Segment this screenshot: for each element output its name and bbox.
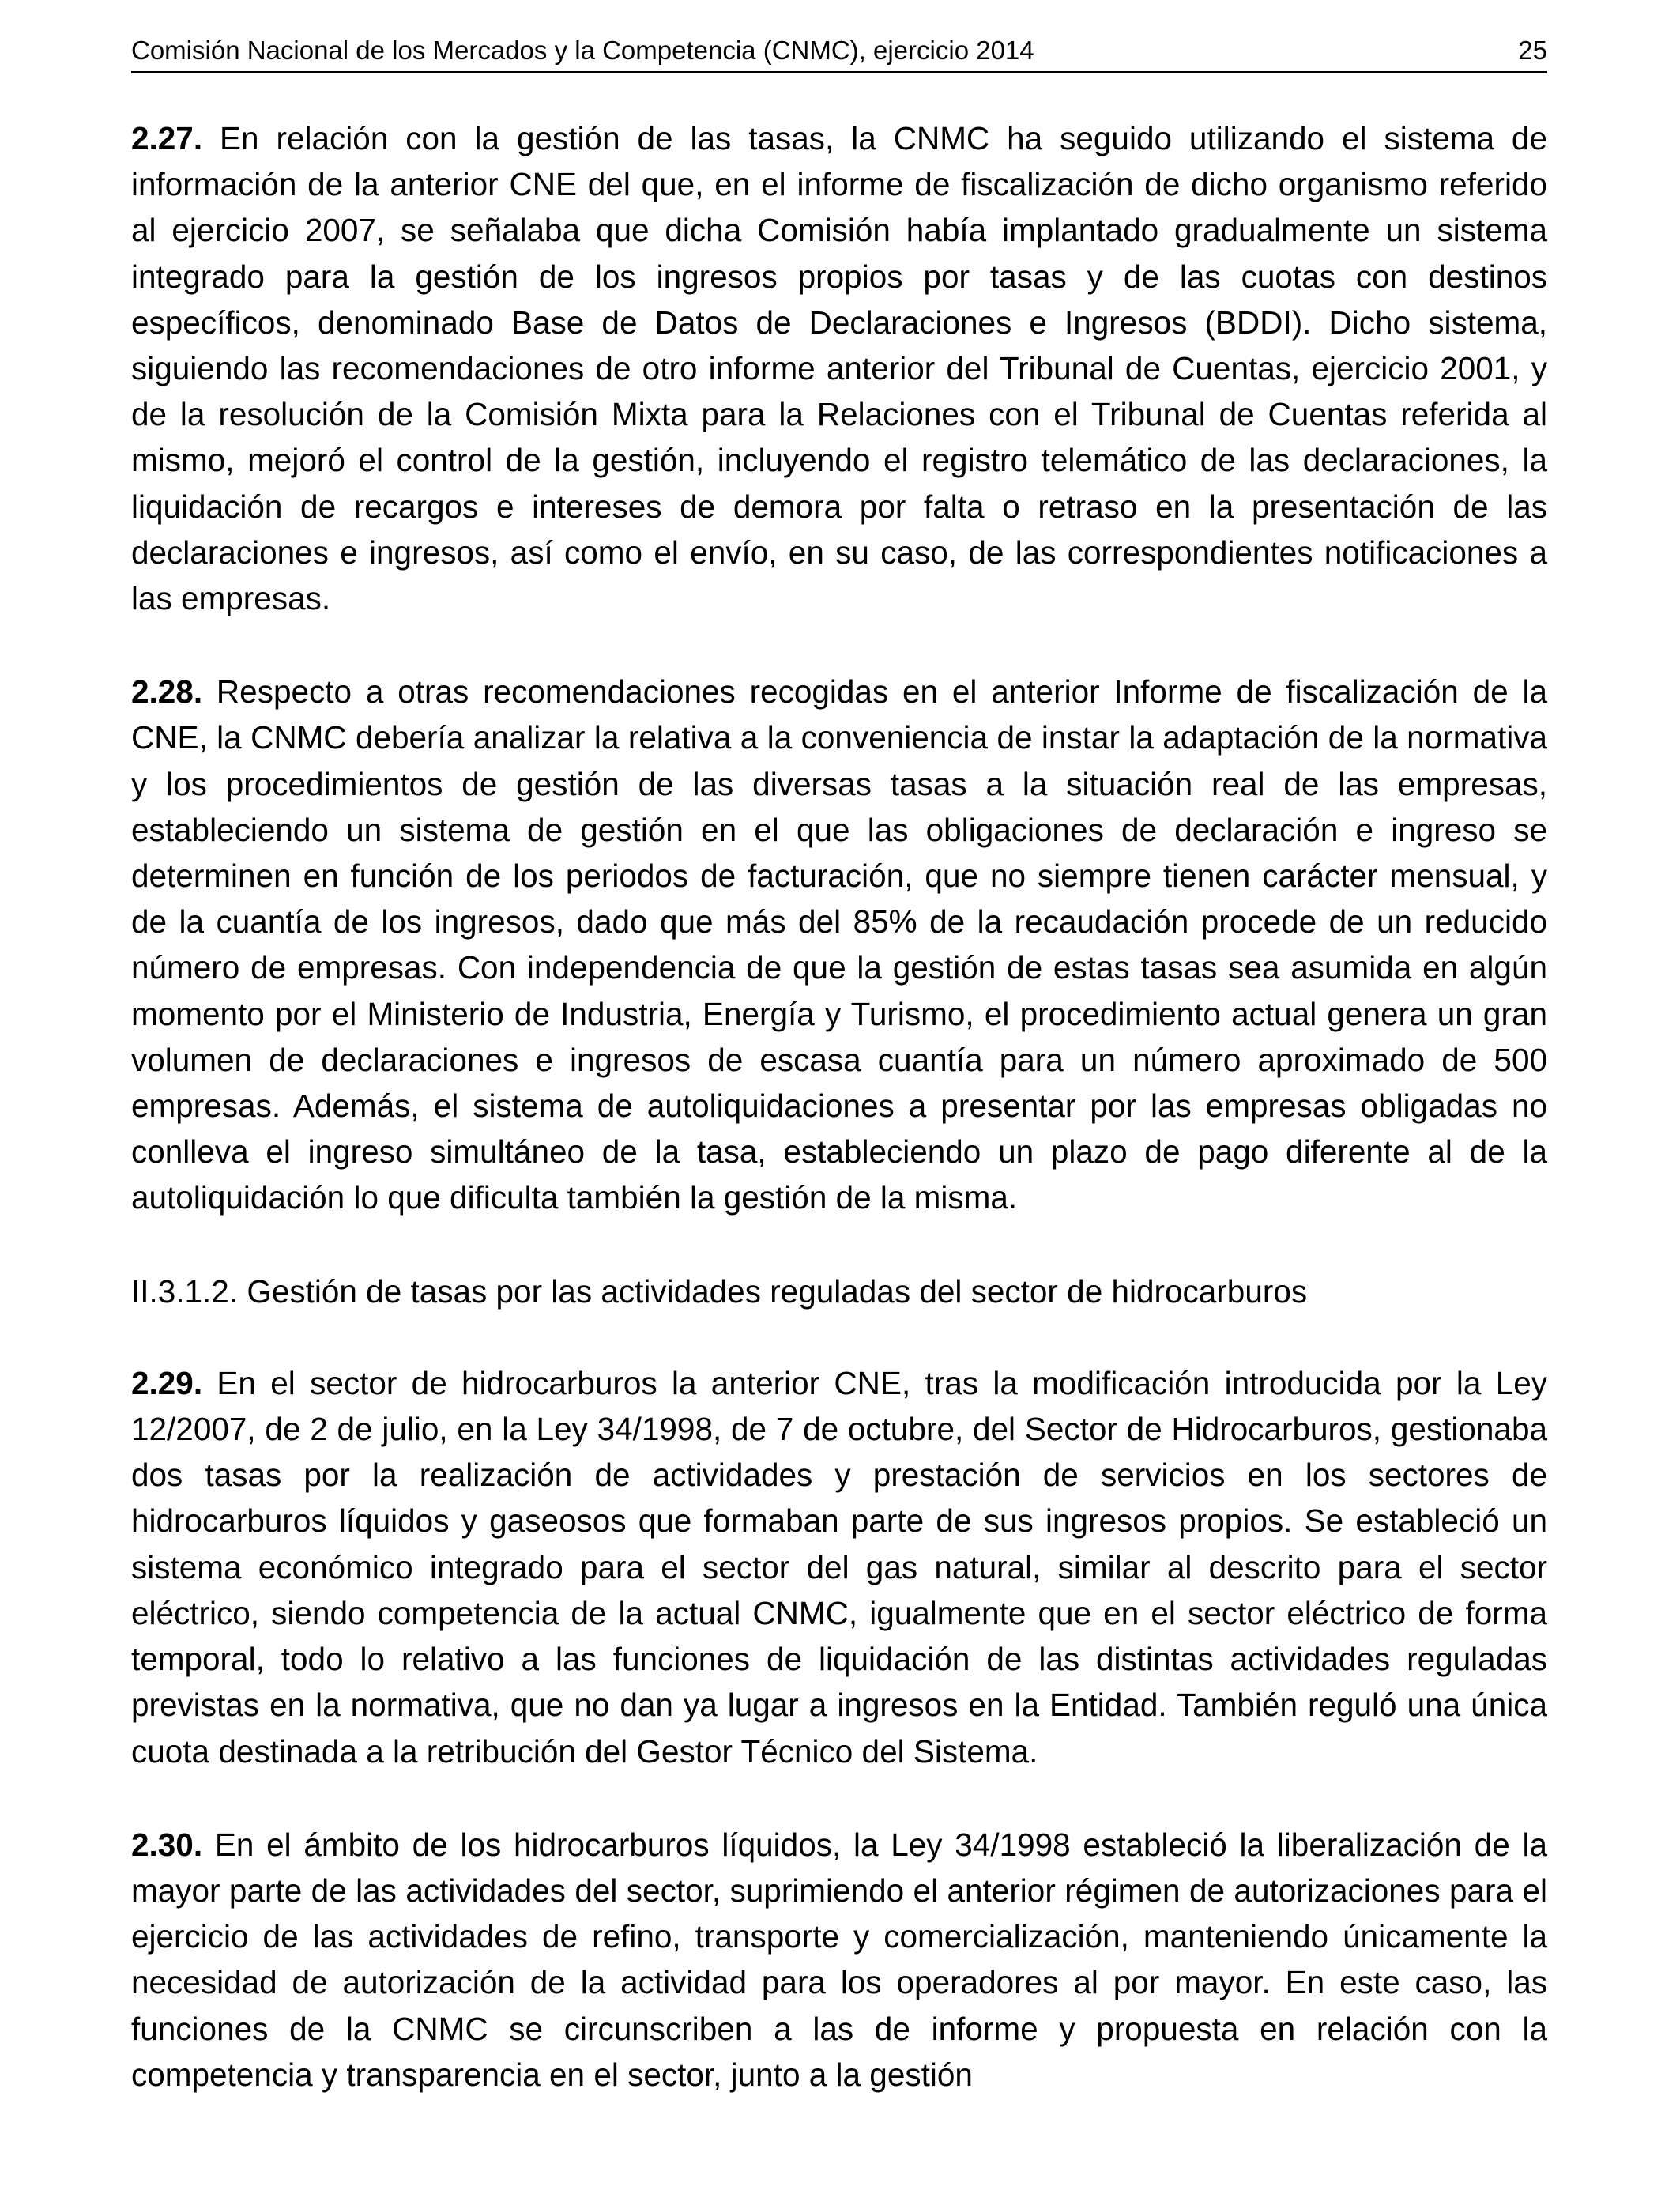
paragraph-number: 2.30. [131, 1826, 203, 1863]
paragraph-number: 2.28. [131, 673, 203, 711]
paragraph-2-28 [131, 669, 1547, 1220]
paragraph-2-29 [131, 1360, 1547, 1774]
section-heading: II.3.1.2. Gestión de tasas por las actividades reguladas del sector de hidrocarburos [131, 1272, 1308, 1310]
paragraph-text: Respecto a otras recomendaciones recogidas en el anterior Informe de fiscalización de la CNE, la CNMC debería analizar la relativa a la conveniencia de instar la adaptación de la normativa y los procedimientos de gestión de las diversas tasas a la situación real de las empresas, estableciendo un sistema de gestión en el que las obligaciones de declaración e ingreso se determinen en función de los periodos de facturación, que no siempre tienen carácter mensual, y de la cuantía de los ingresos, dado que más del 85% de la recaudación procede de un reducido número de empresas. Con independencia de que la gestión de estas tasas sea asumida en algún momento por el Ministerio de Industria, Energía y Turismo, el procedimiento actual genera un gran volumen de declaraciones e ingresos de escasa cuantía para un número aproximado de 500 empresas. Además, el sistema de autoliquidaciones a presentar por las empresas obligadas no conlleva el ingreso simultáneo de la tasa, estableciendo un plazo de pago diferente al de la autoliquidación lo que dificulta también la gestión de la misma. [131, 673, 1547, 1216]
page-header [131, 33, 1547, 73]
paragraph-number: 2.29. [131, 1364, 203, 1401]
header-title: Comisión Nacional de los Mercados y la Competencia (CNMC), ejercicio 2014 [131, 36, 1034, 65]
paragraph-2-27 [131, 115, 1547, 621]
paragraph-text: En el sector de hidrocarburos la anterior CNE, tras la modificación introducida por la Ley 12/2007, de 2 de julio, en la Ley 34/1998, de 7 de octubre, del Sector de Hidrocarburos, gestionaba dos tasas por la realización de actividades y prestación de servicios en los sectores de hidrocarburos líquidos y gaseosos que formaban parte de sus ingresos propios. Se estableció un sistema económico integrado para el sector del gas natural, similar al descrito para el sector eléctrico, siendo competencia de la actual CNMC, igualmente que en el sector eléctrico de forma temporal, todo lo relativo a las funciones de liquidación de las distintas actividades reguladas previstas en la normativa, que no dan ya lugar a ingresos en la Entidad. También reguló una única cuota destinada a la retribución del Gestor Técnico del Sistema. [131, 1364, 1547, 1770]
paragraph-number: 2.27. [131, 120, 203, 156]
page-number: 25 [1518, 36, 1547, 65]
paragraph-text: En el ámbito de los hidrocarburos líquidos, la Ley 34/1998 estableció la liberalización de la mayor parte de las actividades del sector, suprimiendo el anterior régimen de autorizaciones para el ejercicio de las actividades de refino, transporte y comercialización, manteniendo únicamente la necesidad de autorización de la actividad para los operadores al por mayor. En este caso, las funciones de la CNMC se circunscriben a las de informe y propuesta en relación con la competencia y transparencia en el sector, junto a la gestión [131, 1826, 1547, 2093]
paragraph-text: En relación con la gestión de las tasas, la CNMC ha seguido utilizando el sistema de información de la anterior CNE del que, en el informe de fiscalización de dicho organismo referido al ejercicio 2007, se señalaba que dicha Comisión había implantado gradualmente un sistema integrado para la gestión de los ingresos propios por tasas y de las cuotas con destinos específicos, denominado Base de Datos de Declaraciones e Ingresos (BDDI). Dicho sistema, siguiendo las recomendaciones de otro informe anterior del Tribunal de Cuentas, ejercicio 2001, y de la resolución de la Comisión Mixta para la Relaciones con el Tribunal de Cuentas referida al mismo, mejoró el control de la gestión, incluyendo el registro telemático de las declaraciones, la liquidación de recargos e intereses de demora por falta o retraso en la presentación de las declaraciones e ingresos, así como el envío, en su caso, de las correspondientes notificaciones a las empresas. [131, 120, 1547, 617]
paragraph-2-30 [131, 1822, 1547, 2098]
document-body [131, 115, 1547, 2098]
